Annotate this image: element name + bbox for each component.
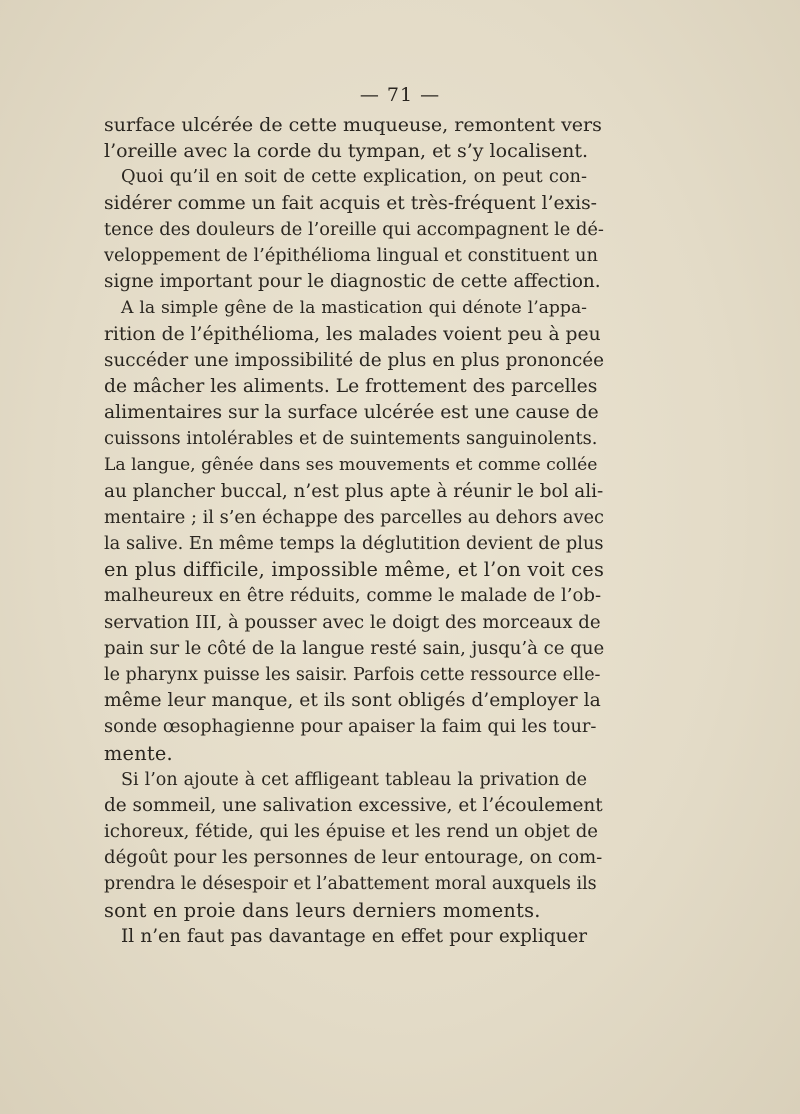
text-line: sonde œsophagienne pour apaiser la faim qui les tour-	[104, 716, 597, 738]
text-line: mentaire ; il s’en échappe des parcelles au dehors avec	[104, 506, 604, 528]
text-line: rition de l’épithélioma, les malades voient peu à peu	[104, 323, 601, 345]
text-line: tence des douleurs de l’oreille qui accompagnent le dé-	[104, 218, 604, 240]
text-line: en plus difficile, impossible même, et l’on voit ces	[104, 558, 605, 582]
text-line: veloppement de l’épithélioma lingual et constituent un	[104, 244, 598, 266]
text-line: l’oreille avec la corde du tympan, et s’y localisent.	[104, 140, 589, 163]
text-line: même leur manque, et ils sont obligés d’employer la	[104, 690, 601, 712]
text-line: ichoreux, fétide, qui les épuise et les rend un objet de	[104, 821, 598, 843]
text-line: La langue, gênée dans ses mouvements et comme collée	[104, 455, 598, 476]
text-line: alimentaires sur la surface ulcérée est une cause de	[104, 402, 599, 424]
text-line: sidérer comme un fait acquis et très-fréquent l’exis-	[104, 192, 597, 214]
text-line: de sommeil, une salivation excessive, et l’écoulement	[104, 794, 603, 816]
page-number: — 71 —	[359, 84, 441, 106]
text-line: signe important pour le diagnostic de cette affection.	[104, 271, 601, 293]
text-line: Quoi qu’il en soit de cette explication, on peut con-	[121, 166, 587, 188]
text-line: le pharynx puisse les saisir. Parfois cette ressource elle-	[104, 664, 601, 685]
text-line: succéder une impossibilité de plus en plus prononcée	[104, 349, 605, 371]
text-line: sont en proie dans leurs derniers moments.	[104, 898, 541, 922]
text-line: malheureux en être réduits, comme le malade de l’ob-	[104, 585, 602, 607]
text-line: dégoût pour les personnes de leur entourage, on com-	[104, 847, 603, 869]
text-line: prendra le désespoir et l’abattement moral auxquels ils	[104, 874, 597, 895]
text-line: mente.	[104, 741, 173, 765]
text-line: A la simple gêne de la mastication qui dénote l’appa-	[121, 298, 587, 319]
text-line: Il n’en faut pas davantage en effet pour expliquer	[121, 925, 587, 947]
text-line: cuissons intolérables et de suintements sanguinolents.	[104, 428, 598, 450]
text-line: pain sur le côté de la langue resté sain, jusqu’à ce que	[104, 637, 605, 659]
text-line: au plancher buccal, n’est plus apte à réunir le bol ali-	[104, 480, 604, 502]
text-line: Si l’on ajoute à cet affligeant tableau la privation de	[121, 769, 587, 790]
text-line: surface ulcérée de cette muqueuse, remontent vers	[104, 114, 602, 136]
text-line: la salive. En même temps la déglutition devient de plus	[104, 533, 604, 554]
text-line: servation III, à pousser avec le doigt des morceaux de	[104, 611, 601, 633]
text-line: de mâcher les aliments. Le frottement des parcelles	[104, 375, 598, 397]
body-text	[104, 112, 605, 950]
